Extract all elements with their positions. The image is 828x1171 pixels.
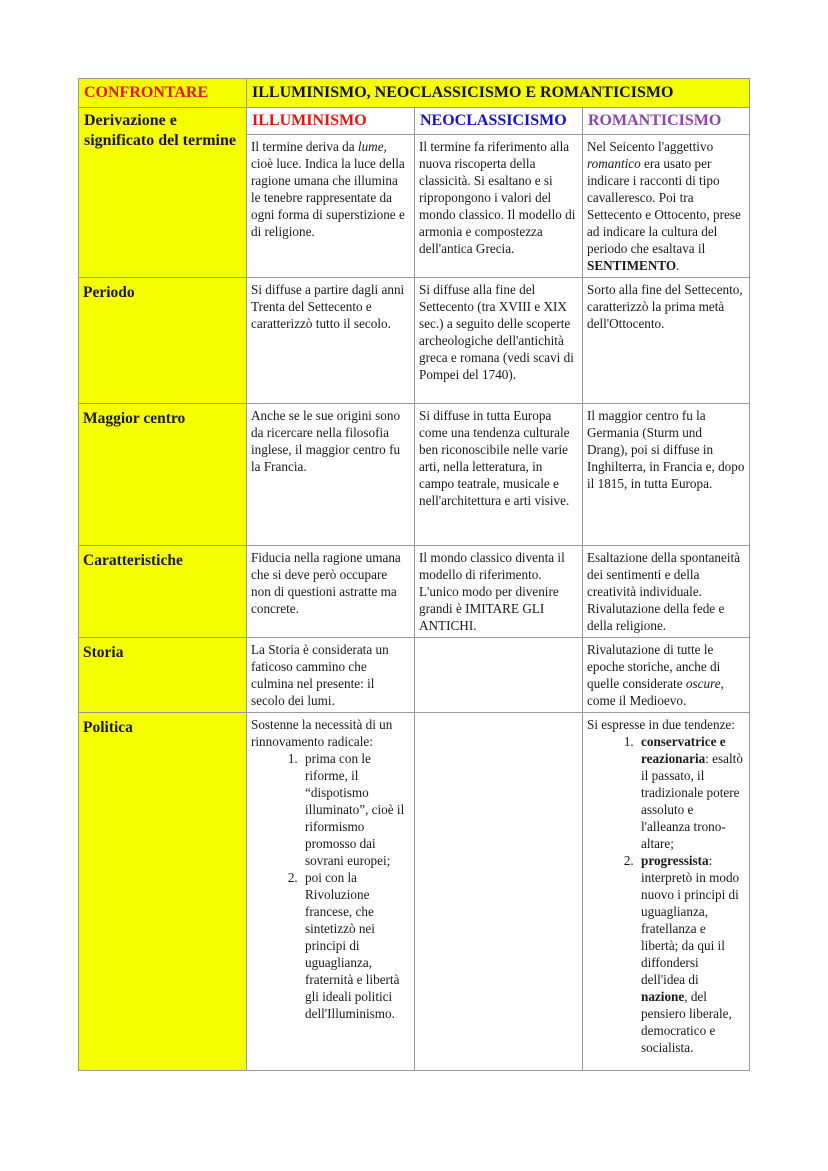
politica-illuminismo-intro: Sostenne la necessità di un rinnovamento radicale: bbox=[251, 717, 393, 749]
table-title: ILLUMINISMO, NEOCLASSICISMO E ROMANTICISMO bbox=[247, 79, 750, 108]
column-header-row bbox=[79, 108, 750, 135]
row-label-storia: Storia bbox=[79, 638, 247, 713]
table-row-caratteristiche bbox=[79, 546, 750, 638]
list-item: 1. prima con le riforme, il “dispotismo illuminato”, cioè il riformismo promosso dai sovrani europei; bbox=[301, 750, 410, 869]
cell-derivazione-illuminismo: Il termine deriva da lume, cioè luce. Indica la luce della ragione umana che illumina le tenebre rappresentate da ogni forma di superstizione e di religione. bbox=[247, 135, 415, 278]
cell-centro-romanticismo: Il maggior centro fu la Germania (Sturm und Drang), poi si diffuse in Inghilterra, in Francia e, dopo il 1815, in tutta Europa. bbox=[583, 404, 750, 546]
header-row bbox=[79, 79, 750, 108]
cell-politica-romanticismo bbox=[583, 713, 750, 1071]
cell-caratteristiche-neoclassicismo: Il mondo classico diventa il modello di riferimento. L'unico modo per divenire grandi è IMITARE GLI ANTICHI. bbox=[415, 546, 583, 638]
column-header-romanticismo: ROMANTICISMO bbox=[583, 108, 750, 135]
list-item: 2. poi con la Rivoluzione francese, che sintetizzò nei principi di uguaglianza, fraternità e libertà gli ideali politici dell'Illuminismo. bbox=[301, 869, 410, 1022]
column-header-illuminismo: ILLUMINISMO bbox=[247, 108, 415, 135]
row-label-centro: Maggior centro bbox=[79, 404, 247, 546]
cell-storia-romanticismo: Rivalutazione di tutte le epoche storiche, anche di quelle considerate oscure, come il Medioevo. bbox=[583, 638, 750, 713]
cell-derivazione-romanticismo: Nel Seicento l'aggettivo romantico era usato per indicare i racconti di tipo cavalleresco. Poi tra Settecento e Ottocento, prese ad indicare la cultura del periodo che esaltava il SENTIMENTO. bbox=[583, 135, 750, 278]
cell-derivazione-neoclassicismo: Il termine fa riferimento alla nuova riscoperta della classicità. Si esaltano e si ripropongono i valori del mondo classico. Il modello di armonia e compostezza dell'antica Grecia. bbox=[415, 135, 583, 278]
row-label-politica: Politica bbox=[79, 713, 247, 1071]
cell-storia-illuminismo: La Storia è considerata un faticoso cammino che culmina nel presente: il secolo dei lumi. bbox=[247, 638, 415, 713]
cell-politica-illuminismo bbox=[247, 713, 415, 1071]
comparison-document bbox=[78, 78, 750, 1071]
cell-politica-neoclassicismo bbox=[415, 713, 583, 1071]
politica-romanticismo-list bbox=[587, 733, 745, 1056]
comparison-table bbox=[78, 78, 750, 1071]
row-label-periodo: Periodo bbox=[79, 278, 247, 404]
corner-label: CONFRONTARE bbox=[79, 79, 247, 108]
table-row-periodo bbox=[79, 278, 750, 404]
cell-periodo-romanticismo: Sorto alla fine del Settecento, caratterizzò la prima metà dell'Ottocento. bbox=[583, 278, 750, 404]
list-item: 1. conservatrice e reazionaria: esaltò il passato, il tradizionale potere assoluto e l'alleanza trono-altare; bbox=[637, 733, 745, 852]
cell-periodo-neoclassicismo: Si diffuse alla fine del Settecento (tra XVIII e XIX sec.) a seguito delle scoperte archeologiche dell'antichità greca e romana (vedi scavi di Pompei del 1740). bbox=[415, 278, 583, 404]
cell-storia-neoclassicismo bbox=[415, 638, 583, 713]
list-item: 2. progressista: interpretò in modo nuovo i principi di uguaglianza, fratellanza e libertà; da qui il diffondersi dell'idea di nazione, del pensiero liberale, democratico e socialista. bbox=[637, 852, 745, 1056]
politica-romanticismo-intro: Si espresse in due tendenze: bbox=[587, 717, 735, 732]
cell-caratteristiche-illuminismo: Fiducia nella ragione umana che si deve però occupare non di questioni astratte ma concrete. bbox=[247, 546, 415, 638]
politica-illuminismo-list bbox=[251, 750, 410, 1022]
row-label-derivazione: Derivazione e significato del termine bbox=[79, 108, 247, 278]
row-label-caratteristiche: Caratteristiche bbox=[79, 546, 247, 638]
cell-periodo-illuminismo: Si diffuse a partire dagli anni Trenta del Settecento e caratterizzò tutto il secolo. bbox=[247, 278, 415, 404]
table-row-storia bbox=[79, 638, 750, 713]
cell-centro-neoclassicismo: Si diffuse in tutta Europa come una tendenza culturale ben riconoscibile nelle varie arti, nella letteratura, in campo teatrale, musicale e nell'architettura e arti visive. bbox=[415, 404, 583, 546]
cell-centro-illuminismo: Anche se le sue origini sono da ricercare nella filosofia inglese, il maggior centro fu la Francia. bbox=[247, 404, 415, 546]
column-header-neoclassicismo: NEOCLASSICISMO bbox=[415, 108, 583, 135]
cell-caratteristiche-romanticismo: Esaltazione della spontaneità dei sentimenti e della creatività individuale. Rivalutazione della fede e della religione. bbox=[583, 546, 750, 638]
table-row-centro bbox=[79, 404, 750, 546]
table-row-politica bbox=[79, 713, 750, 1071]
